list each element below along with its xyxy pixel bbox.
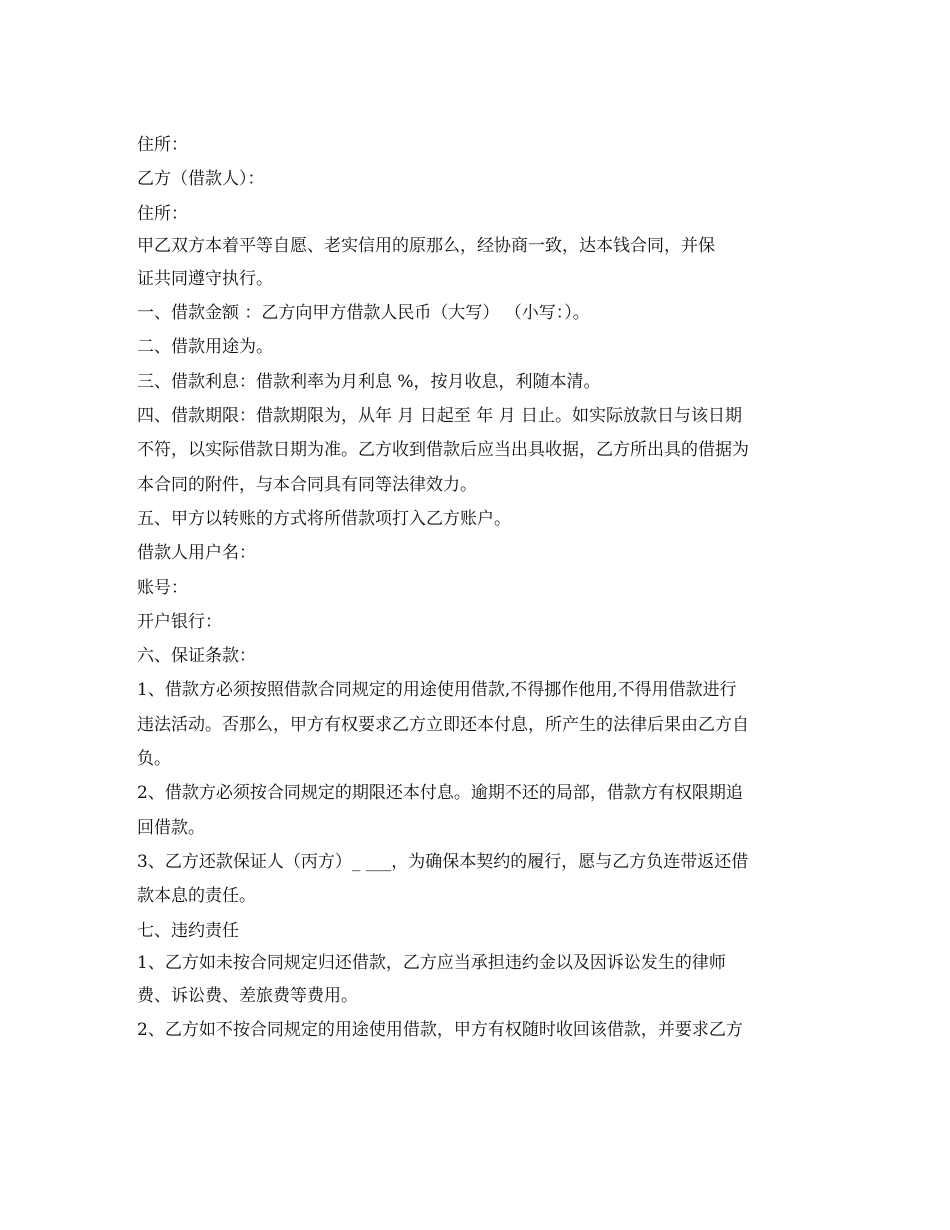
text-line: 开户银行： [137, 611, 222, 632]
text-line: 2、乙方如不按合同规定的用途使用借款，甲方有权随时收回该借款，并要求乙方 [137, 1020, 743, 1041]
text-line: 负。 [137, 749, 171, 770]
text-line: 一、借款金额 ：乙方向甲方借款人民币（大写） （小写：）。 [137, 303, 590, 324]
text-line: 费、诉讼费、差旅费等费用。 [137, 985, 358, 1006]
text-line: 三、借款利息：借款利率为月利息 %，按月收息，利随本清。 [137, 371, 601, 392]
text-line: 2、借款方必须按合同规定的期限还本付息。逾期不还的局部，借款方有权限期追 [137, 783, 743, 804]
text-line: 证共同遵守执行。 [137, 268, 273, 289]
text-line: 不符，以实际借款日期为准。乙方收到借款后应当出具收据，乙方所出具的借据为 [137, 440, 749, 461]
text-line: 二、借款用途为。 [137, 337, 273, 358]
text-line: 回借款。 [137, 817, 205, 838]
text-line: 3、乙方还款保证人（丙方）_ ___，为确保本契约的履行，愿与乙方负连带返还借 [137, 851, 749, 872]
text-line: 住所： [137, 135, 188, 155]
text-line: 本合同的附件，与本合同具有同等法律效力。 [137, 474, 477, 495]
text-line: 借款人用户名： [137, 543, 256, 564]
text-line: 住所： [137, 203, 188, 224]
text-line: 六、保证条款： [137, 646, 256, 667]
text-line: 甲乙双方本着平等自愿、老实信用的原那么，经协商一致，达本钱合同，并保 [137, 235, 715, 256]
text-line: 五、甲方以转账的方式将所借款项打入乙方账户。 [137, 508, 511, 529]
text-line: 款本息的责任。 [137, 886, 256, 907]
text-line: 账号： [137, 577, 188, 598]
text-line: 1、借款方必须按照借款合同规定的用途使用借款,不得挪作他用,不得用借款进行 [137, 680, 737, 701]
text-line: 七、违约责任 [137, 920, 239, 941]
text-line: 1、乙方如未按合同规定归还借款，乙方应当承担违约金以及因诉讼发生的律师 [137, 952, 726, 973]
text-line: 违法活动。否那么，甲方有权要求乙方立即还本付息，所产生的法律后果由乙方自 [137, 714, 749, 735]
text-line: 四、借款期限：借款期限为，从年 月 日起至 年 月 日止。如实际放款日与该日期 [137, 406, 743, 427]
text-line: 乙方（借款人）： [137, 169, 265, 190]
document-body [137, 128, 817, 1047]
